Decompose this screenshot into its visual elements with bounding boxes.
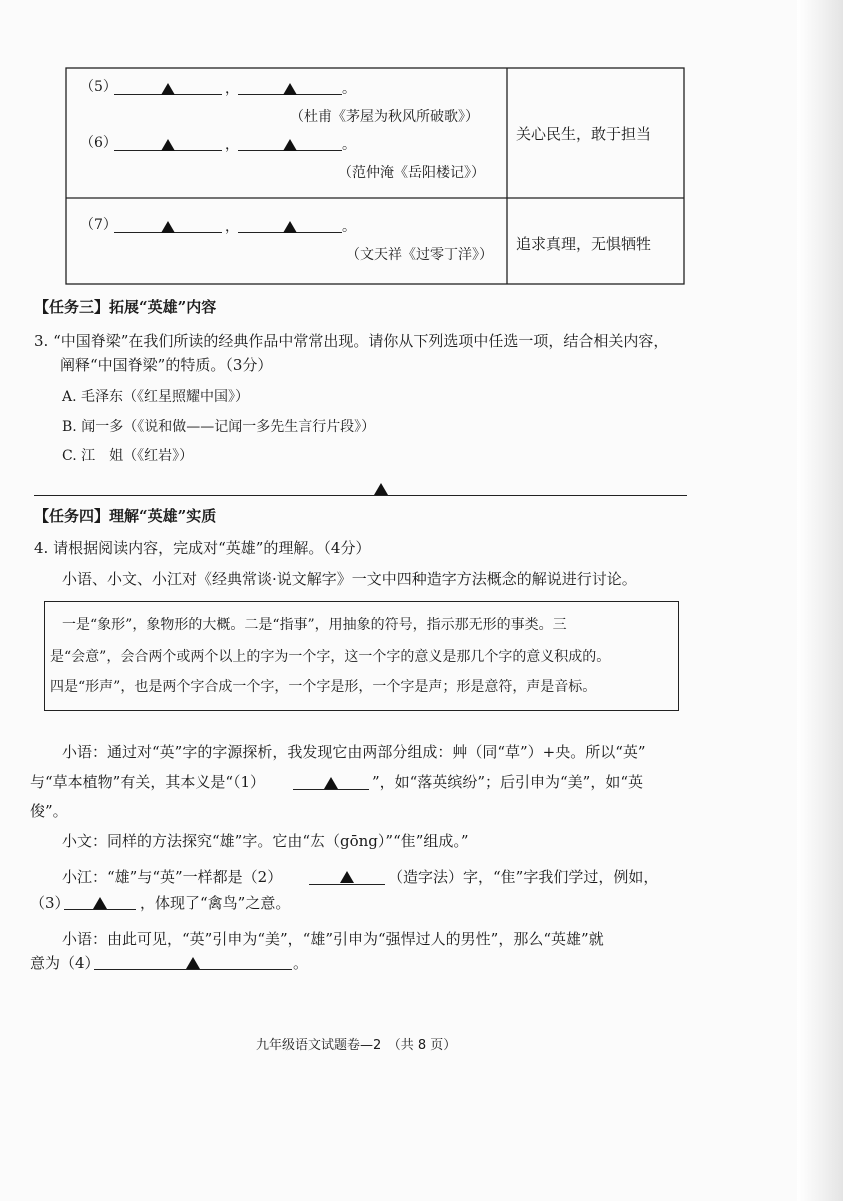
- xiaoyu-para1-line2b: ”，如“落英缤纷”；后引申为“美”，如“英: [372, 773, 644, 791]
- xiaoyu-para2-line1: 小语：由此可见，“英”引申为“美”，“雄”引申为“强悍过人的男性”，那么“英雄”就: [62, 930, 604, 948]
- q7-number: （7）: [80, 217, 117, 233]
- page-footer: 九年级语文试题卷—2 （共 8 页）: [256, 1038, 457, 1053]
- task3-question-line1: 3. “中国脊梁”在我们所读的经典作品中常常出现。请你从下列选项中任选一项，结合相关内容，: [34, 332, 669, 350]
- xiaojiang-line1b: （造字法）字，“隹”字我们学过，例如，: [388, 868, 659, 886]
- q5-separator: ，: [225, 81, 239, 97]
- q6-number: （6）: [80, 135, 117, 151]
- q6-source: （范仲淹《岳阳楼记》）: [338, 165, 485, 181]
- xiaoyu-para2-line2b: 。: [293, 954, 309, 972]
- q5-source: （杜甫《茅屋为秋风所破歌》）: [290, 109, 479, 125]
- q5-number: （5）: [80, 79, 117, 95]
- answer-marker-icon: [374, 480, 388, 499]
- task4-intro: 小语、小文、小江对《经典常谈·说文解字》一文中四种造字方法概念的解说进行讨论。: [62, 570, 637, 588]
- xiaojiang-line2a: （3）: [30, 894, 70, 912]
- task4-heading: 【任务四】理解“英雄”实质: [34, 507, 217, 525]
- q7-source: （文天祥《过零丁洋》）: [346, 247, 493, 263]
- q6-end: 。: [342, 137, 356, 153]
- task3-answer-line[interactable]: [34, 495, 687, 496]
- xiaoyu-para1-line1: 小语：通过对“英”字的字源探析，我发现它由两部分组成：艸（同“草”）+央。所以“英”: [62, 743, 646, 761]
- xiaoyu-para1-line3: 俊”。: [30, 802, 68, 820]
- xiaoyu-para1-line2a: 与“草本植物”有关，其本义是“（1）: [30, 773, 266, 791]
- answer-marker-icon: [93, 894, 107, 913]
- answer-marker-icon: [161, 218, 175, 237]
- task4-question: 4. 请根据阅读内容，完成对“英雄”的理解。（4分）: [34, 539, 371, 557]
- answer-marker-icon: [340, 868, 354, 887]
- xiaojiang-line1a: 小江：“雄”与“英”一样都是（2）: [62, 868, 283, 886]
- quote-line-3: 四是“形声”，也是两个字合成一个字，一个字是形，一个字是声；形是意符，声是音标。: [50, 679, 597, 695]
- q7-end: 。: [342, 219, 356, 235]
- q5-end: 。: [342, 81, 356, 97]
- row1-theme: 关心民生，敢于担当: [516, 125, 652, 143]
- quote-line-2: 是“会意”，会合两个或两个以上的字为一个字，这一个字的意义是那几个字的意义积成的。: [50, 649, 611, 665]
- answer-marker-icon: [161, 136, 175, 155]
- answer-marker-icon: [283, 218, 297, 237]
- answer-marker-icon: [283, 80, 297, 99]
- task3-option-a: A. 毛泽东（《红星照耀中国》）: [62, 389, 250, 405]
- task3-option-b: B. 闻一多（《说和做——记闻一多先生言行片段》）: [62, 419, 376, 435]
- q6-separator: ，: [225, 137, 239, 153]
- answer-marker-icon: [186, 954, 200, 973]
- task3-heading: 【任务三】拓展“英雄”内容: [34, 298, 217, 316]
- task3-option-c: C. 江 姐（《红岩》）: [62, 448, 194, 464]
- q7-separator: ，: [225, 219, 239, 235]
- answer-marker-icon: [161, 80, 175, 99]
- row2-theme: 追求真理，无惧牺牲: [516, 235, 652, 253]
- xiaojiang-line2b: ，体现了“禽鸟”之意。: [140, 894, 291, 912]
- task3-question-line2: 阐释“中国脊梁”的特质。（3分）: [60, 356, 273, 374]
- answer-marker-icon: [283, 136, 297, 155]
- xiaowen-para: 小文：同样的方法探究“雄”字。它由“厷（gōng）”“隹”组成。”: [62, 832, 469, 850]
- quote-line-1: 一是“象形”，象物形的大概。二是“指事”，用抽象的符号，指示那无形的事类。三: [62, 617, 567, 633]
- answer-marker-icon: [324, 774, 338, 793]
- xiaoyu-para2-line2a: 意为（4）: [30, 954, 100, 972]
